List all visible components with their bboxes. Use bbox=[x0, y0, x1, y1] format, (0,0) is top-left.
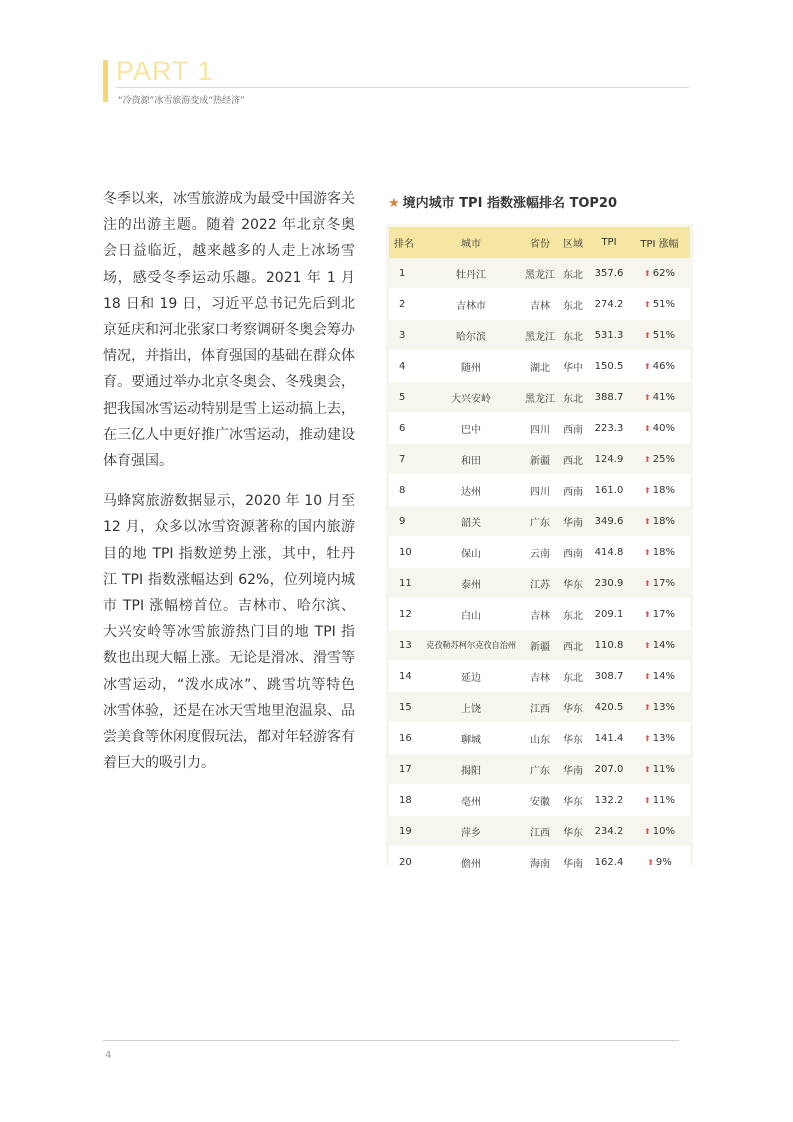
up-arrow-icon: ⬆ bbox=[644, 268, 651, 278]
header-region: 区域 bbox=[557, 227, 589, 258]
city-cell: 萍乡 bbox=[419, 816, 523, 847]
up-arrow-icon: ⬆ bbox=[644, 795, 651, 805]
growth-value: 14% bbox=[652, 639, 675, 651]
tpi-cell: 349.6 bbox=[589, 506, 629, 537]
table-row bbox=[389, 785, 690, 816]
city-cell: 大兴安岭 bbox=[419, 382, 523, 413]
table-row bbox=[389, 320, 690, 351]
growth-value: 46% bbox=[652, 360, 675, 372]
growth-cell bbox=[629, 723, 690, 754]
table-row bbox=[389, 506, 690, 537]
paragraph: 马蜂窝旅游数据显示，2020 年 10 月至 12 月，众多以冰雪资源著称的国内旅游目的地 TPI 指数逆势上涨，其中，牡丹江 TPI 指数涨幅达到 62%，位列境内城市 TPI 涨幅榜首位。吉林市、哈尔滨、大兴安岭等冰雪旅游热门目的地 TPI 指数也出现大幅上涨。无论是滑冰、滑雪等冰雪运动，“泼水成冰”、跳雪坑等特色冰雪体验，还是在冰天雪地里泡温泉、品尝美食等休闲度假玩法，都对年轻游客有着巨大的吸引力。 bbox=[103, 493, 355, 772]
city-cell: 韶关 bbox=[419, 506, 523, 537]
header-city: 城市 bbox=[419, 227, 523, 258]
growth-value: 14% bbox=[652, 670, 675, 682]
part-title: PART 1 bbox=[116, 56, 214, 86]
star-icon: ★ bbox=[388, 196, 400, 211]
up-arrow-icon: ⬆ bbox=[644, 361, 651, 371]
province-cell: 黑龙江 bbox=[523, 320, 557, 351]
tpi-cell: 234.2 bbox=[589, 816, 629, 847]
table-header-row bbox=[389, 227, 690, 258]
region-cell: 华中 bbox=[557, 351, 589, 382]
up-arrow-icon: ⬆ bbox=[644, 609, 651, 619]
table-row bbox=[389, 351, 690, 382]
tpi-cell: 150.5 bbox=[589, 351, 629, 382]
region-cell: 东北 bbox=[557, 320, 589, 351]
province-cell: 广东 bbox=[523, 506, 557, 537]
growth-value: 17% bbox=[652, 577, 675, 589]
growth-cell bbox=[629, 320, 690, 351]
table-row bbox=[389, 661, 690, 692]
province-cell: 新疆 bbox=[523, 630, 557, 661]
tpi-cell: 162.4 bbox=[589, 847, 629, 878]
tpi-cell: 414.8 bbox=[589, 537, 629, 568]
rank-cell: 19 bbox=[389, 816, 419, 847]
tpi-cell: 223.3 bbox=[589, 413, 629, 444]
city-cell: 泰州 bbox=[419, 568, 523, 599]
growth-value: 51% bbox=[652, 329, 675, 341]
tpi-cell: 141.4 bbox=[589, 723, 629, 754]
city-cell: 聊城 bbox=[419, 723, 523, 754]
growth-cell bbox=[629, 258, 690, 289]
growth-cell bbox=[629, 444, 690, 475]
body-text bbox=[103, 186, 355, 790]
table-row bbox=[389, 599, 690, 630]
region-cell: 东北 bbox=[557, 258, 589, 289]
rank-cell: 13 bbox=[389, 630, 419, 661]
header-rank: 排名 bbox=[389, 227, 419, 258]
tpi-cell: 308.7 bbox=[589, 661, 629, 692]
up-arrow-icon: ⬆ bbox=[644, 578, 651, 588]
province-cell: 四川 bbox=[523, 413, 557, 444]
growth-value: 11% bbox=[652, 794, 675, 806]
up-arrow-icon: ⬆ bbox=[644, 640, 651, 650]
province-cell: 黑龙江 bbox=[523, 258, 557, 289]
growth-cell bbox=[629, 568, 690, 599]
region-cell: 华东 bbox=[557, 568, 589, 599]
rank-cell: 9 bbox=[389, 506, 419, 537]
header-tpi-growth: TPI 涨幅 bbox=[629, 227, 690, 258]
growth-cell bbox=[629, 413, 690, 444]
growth-value: 18% bbox=[652, 515, 675, 527]
up-arrow-icon: ⬆ bbox=[644, 764, 651, 774]
up-arrow-icon: ⬆ bbox=[644, 454, 651, 464]
table-row bbox=[389, 692, 690, 723]
table-row bbox=[389, 444, 690, 475]
tpi-cell: 531.3 bbox=[589, 320, 629, 351]
growth-cell bbox=[629, 661, 690, 692]
province-cell: 黑龙江 bbox=[523, 382, 557, 413]
rank-cell: 14 bbox=[389, 661, 419, 692]
rank-cell: 8 bbox=[389, 475, 419, 506]
rank-cell: 2 bbox=[389, 289, 419, 320]
tpi-cell: 209.1 bbox=[589, 599, 629, 630]
region-cell: 西南 bbox=[557, 413, 589, 444]
tpi-cell: 207.0 bbox=[589, 754, 629, 785]
up-arrow-icon: ⬆ bbox=[647, 857, 654, 867]
province-cell: 云南 bbox=[523, 537, 557, 568]
up-arrow-icon: ⬆ bbox=[644, 671, 651, 681]
city-cell: 吉林市 bbox=[419, 289, 523, 320]
city-cell: 延边 bbox=[419, 661, 523, 692]
rank-cell: 15 bbox=[389, 692, 419, 723]
growth-value: 18% bbox=[652, 546, 675, 558]
city-cell: 达州 bbox=[419, 475, 523, 506]
region-cell: 西南 bbox=[557, 537, 589, 568]
table-row bbox=[389, 413, 690, 444]
rank-cell: 4 bbox=[389, 351, 419, 382]
region-cell: 西北 bbox=[557, 630, 589, 661]
city-cell: 哈尔滨 bbox=[419, 320, 523, 351]
table-title-text: 境内城市 TPI 指数涨幅排名 TOP20 bbox=[402, 196, 618, 211]
page-number: 4 bbox=[105, 1050, 112, 1061]
region-cell: 华东 bbox=[557, 723, 589, 754]
city-cell: 保山 bbox=[419, 537, 523, 568]
province-cell: 安徽 bbox=[523, 785, 557, 816]
growth-cell bbox=[629, 289, 690, 320]
province-cell: 吉林 bbox=[523, 289, 557, 320]
up-arrow-icon: ⬆ bbox=[644, 485, 651, 495]
header-divider bbox=[116, 87, 689, 88]
rank-cell: 7 bbox=[389, 444, 419, 475]
region-cell: 东北 bbox=[557, 599, 589, 630]
growth-cell bbox=[629, 692, 690, 723]
tpi-cell: 161.0 bbox=[589, 475, 629, 506]
rank-cell: 12 bbox=[389, 599, 419, 630]
growth-cell bbox=[629, 351, 690, 382]
province-cell: 吉林 bbox=[523, 661, 557, 692]
region-cell: 东北 bbox=[557, 289, 589, 320]
growth-value: 62% bbox=[652, 267, 675, 279]
table-row bbox=[389, 723, 690, 754]
table-row bbox=[389, 816, 690, 847]
growth-value: 13% bbox=[652, 732, 675, 744]
rank-cell: 5 bbox=[389, 382, 419, 413]
header-tpi: TPI bbox=[589, 227, 629, 258]
table-row bbox=[389, 382, 690, 413]
table-row bbox=[389, 754, 690, 785]
rank-cell: 1 bbox=[389, 258, 419, 289]
table-row bbox=[389, 289, 690, 320]
table-row bbox=[389, 537, 690, 568]
province-cell: 广东 bbox=[523, 754, 557, 785]
region-cell: 东北 bbox=[557, 382, 589, 413]
region-cell: 西南 bbox=[557, 475, 589, 506]
city-cell: 白山 bbox=[419, 599, 523, 630]
tpi-cell: 388.7 bbox=[589, 382, 629, 413]
rank-cell: 11 bbox=[389, 568, 419, 599]
growth-value: 40% bbox=[652, 422, 675, 434]
province-cell: 湖北 bbox=[523, 351, 557, 382]
rank-cell: 16 bbox=[389, 723, 419, 754]
up-arrow-icon: ⬆ bbox=[644, 733, 651, 743]
header-accent-bar bbox=[103, 60, 108, 102]
growth-value: 41% bbox=[652, 391, 675, 403]
city-cell: 儋州 bbox=[419, 847, 523, 878]
tpi-cell: 274.2 bbox=[589, 289, 629, 320]
tpi-cell: 230.9 bbox=[589, 568, 629, 599]
region-cell: 华东 bbox=[557, 816, 589, 847]
up-arrow-icon: ⬆ bbox=[644, 299, 651, 309]
province-cell: 新疆 bbox=[523, 444, 557, 475]
city-cell: 克孜勒苏柯尔克孜自治州 bbox=[419, 630, 523, 661]
city-cell: 和田 bbox=[419, 444, 523, 475]
province-cell: 江苏 bbox=[523, 568, 557, 599]
growth-value: 10% bbox=[652, 825, 675, 837]
growth-cell bbox=[629, 785, 690, 816]
city-cell: 牡丹江 bbox=[419, 258, 523, 289]
province-cell: 江西 bbox=[523, 816, 557, 847]
region-cell: 华东 bbox=[557, 692, 589, 723]
growth-value: 9% bbox=[655, 856, 672, 868]
growth-cell bbox=[629, 475, 690, 506]
table-row bbox=[389, 475, 690, 506]
growth-cell bbox=[629, 599, 690, 630]
up-arrow-icon: ⬆ bbox=[644, 702, 651, 712]
up-arrow-icon: ⬆ bbox=[644, 547, 651, 557]
rank-cell: 6 bbox=[389, 413, 419, 444]
up-arrow-icon: ⬆ bbox=[644, 330, 651, 340]
growth-cell bbox=[629, 754, 690, 785]
section-subtitle: “冷资源”冰雪旅游变成“热经济” bbox=[118, 96, 245, 106]
header-province: 省份 bbox=[523, 227, 557, 258]
province-cell: 四川 bbox=[523, 475, 557, 506]
growth-cell bbox=[629, 847, 690, 878]
growth-value: 17% bbox=[652, 608, 675, 620]
up-arrow-icon: ⬆ bbox=[644, 826, 651, 836]
growth-value: 51% bbox=[652, 298, 675, 310]
province-cell: 江西 bbox=[523, 692, 557, 723]
rank-cell: 20 bbox=[389, 847, 419, 878]
footer-divider bbox=[103, 1040, 679, 1041]
city-cell: 上饶 bbox=[419, 692, 523, 723]
paragraph: 冬季以来，冰雪旅游成为最受中国游客关注的出游主题。随着 2022 年北京冬奥会日益临近，越来越多的人走上冰场雪场，感受冬季运动乐趣。2021 年 1 月 18 日和 19 日，习近平总书记先后到北京延庆和河北张家口考察调研冬奥会筹办情况，并指出，体育强国的基础在群众体育。要通过举办北京冬奥会、冬残奥会，把我国冰雪运动特别是雪上运动搞上去，在三亿人中更好推广冰雪运动，推动建设体育强国。 bbox=[103, 191, 355, 470]
growth-value: 11% bbox=[652, 763, 675, 775]
tpi-cell: 132.2 bbox=[589, 785, 629, 816]
region-cell: 华南 bbox=[557, 847, 589, 878]
province-cell: 山东 bbox=[523, 723, 557, 754]
up-arrow-icon: ⬆ bbox=[644, 516, 651, 526]
region-cell: 华南 bbox=[557, 754, 589, 785]
growth-cell bbox=[629, 816, 690, 847]
city-cell: 随州 bbox=[419, 351, 523, 382]
growth-cell bbox=[629, 630, 690, 661]
growth-value: 13% bbox=[652, 701, 675, 713]
growth-value: 18% bbox=[652, 484, 675, 496]
tpi-cell: 420.5 bbox=[589, 692, 629, 723]
province-cell: 吉林 bbox=[523, 599, 557, 630]
region-cell: 华南 bbox=[557, 506, 589, 537]
rank-cell: 3 bbox=[389, 320, 419, 351]
table-row bbox=[389, 568, 690, 599]
ranking-table-panel bbox=[386, 224, 693, 870]
rank-cell: 18 bbox=[389, 785, 419, 816]
region-cell: 西北 bbox=[557, 444, 589, 475]
tpi-cell: 110.8 bbox=[589, 630, 629, 661]
growth-cell bbox=[629, 506, 690, 537]
ranking-table bbox=[389, 227, 690, 878]
tpi-cell: 124.9 bbox=[589, 444, 629, 475]
tpi-cell: 357.6 bbox=[589, 258, 629, 289]
table-row bbox=[389, 630, 690, 661]
rank-cell: 10 bbox=[389, 537, 419, 568]
growth-cell bbox=[629, 382, 690, 413]
city-cell: 巴中 bbox=[419, 413, 523, 444]
table-title bbox=[388, 192, 617, 211]
table-row bbox=[389, 258, 690, 289]
up-arrow-icon: ⬆ bbox=[644, 423, 651, 433]
province-cell: 海南 bbox=[523, 847, 557, 878]
city-cell: 揭阳 bbox=[419, 754, 523, 785]
table-row bbox=[389, 847, 690, 878]
city-cell: 亳州 bbox=[419, 785, 523, 816]
up-arrow-icon: ⬆ bbox=[644, 392, 651, 402]
growth-value: 25% bbox=[652, 453, 675, 465]
region-cell: 华东 bbox=[557, 785, 589, 816]
growth-cell bbox=[629, 537, 690, 568]
region-cell: 东北 bbox=[557, 661, 589, 692]
rank-cell: 17 bbox=[389, 754, 419, 785]
